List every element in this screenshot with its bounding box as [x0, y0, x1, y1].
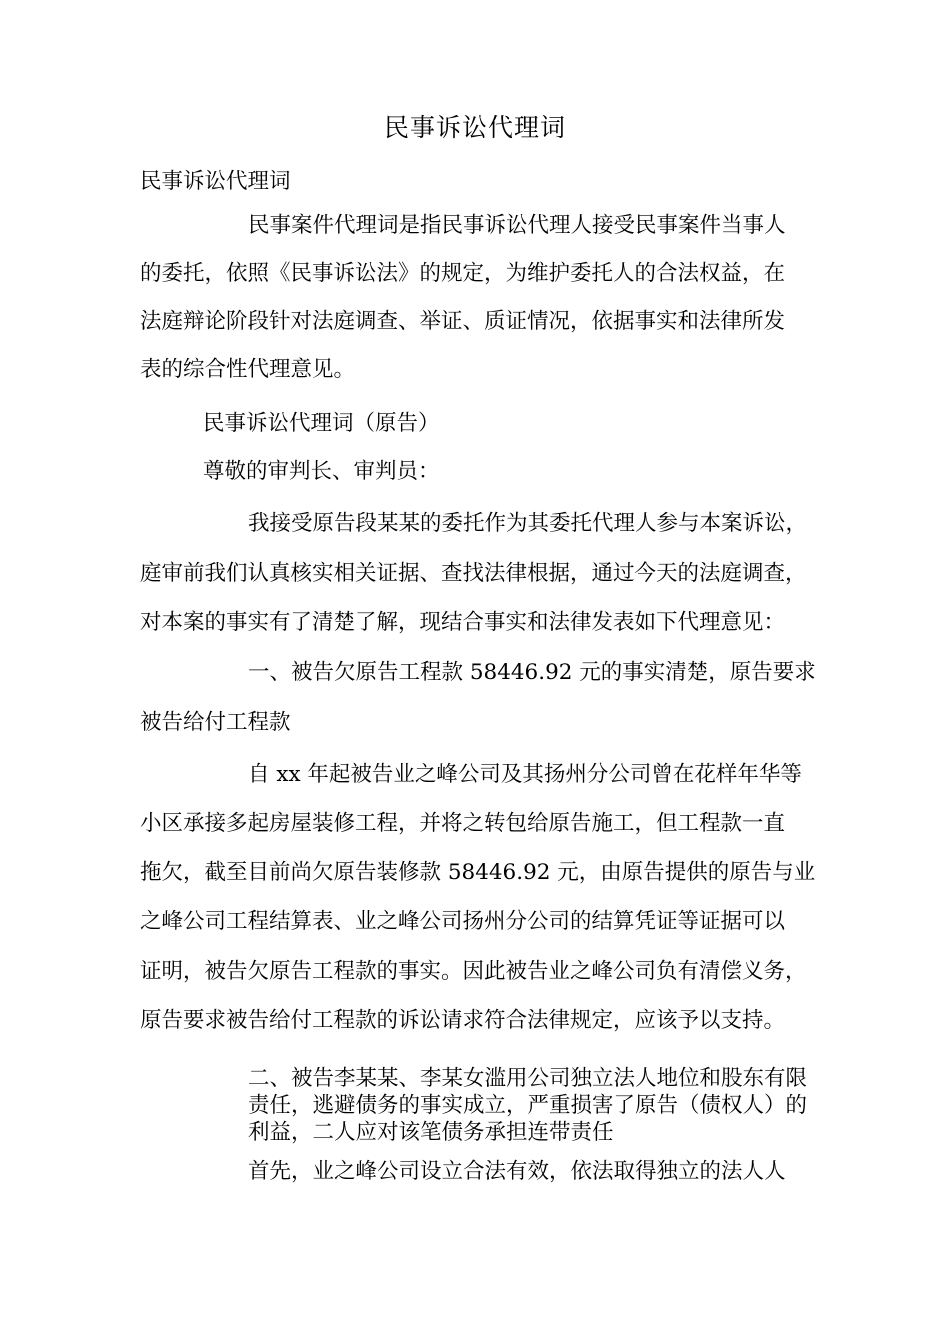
paragraph-line: 自 xx 年起被告业之峰公司及其扬州分公司曾在花样年华等 — [248, 762, 802, 787]
point-heading-line: 被告给付工程款 — [140, 710, 291, 735]
point-two-heading: 二、被告李某某、李某女滥用公司独立法人地位和股东有限责任，逃避债务的事实成立，严重损害了原告（债权人）的利益，二人应对该笔债务承担连带责任 — [248, 1066, 808, 1145]
paragraph-line: 原告要求被告给付工程款的诉讼请求符合法律规定，应该予以支持。 — [140, 1008, 786, 1033]
intro-line: 法庭辩论阶段针对法庭调查、举证、质证情况，依据事实和法律所发 — [140, 309, 786, 334]
point-heading-line: 一、被告欠原告工程款 58446.92 元的事实清楚，原告要求 — [248, 660, 816, 685]
intro-line: 民事案件代理词是指民事诉讼代理人接受民事案件当事人 — [248, 213, 786, 238]
paragraph-line: 庭审前我们认真核实相关证据、查找法律根据，通过今天的法庭调查， — [140, 561, 807, 586]
paragraph-line: 首先，业之峰公司设立合法有效，依法取得独立的法人人 — [248, 1159, 786, 1184]
document-title: 民事诉讼代理词 — [383, 113, 566, 142]
paragraph-line: 证明，被告欠原告工程款的事实。因此被告业之峰公司负有清偿义务， — [140, 959, 807, 984]
intro-line: 的委托，依照《民事诉讼法》的规定，为维护委托人的合法权益，在 — [140, 261, 786, 286]
paragraph-line: 对本案的事实有了清楚了解，现结合事实和法律发表如下代理意见： — [140, 610, 786, 635]
intro-line: 表的综合性代理意见。 — [140, 357, 356, 382]
document-subtitle: 民事诉讼代理词 — [140, 169, 291, 194]
paragraph-line: 小区承接多起房屋装修工程，并将之转包给原告施工，但工程款一直 — [140, 811, 786, 836]
plaintiff-heading: 民事诉讼代理词（原告） — [203, 411, 440, 436]
paragraph-line: 之峰公司工程结算表、业之峰公司扬州分公司的结算凭证等证据可以 — [140, 909, 786, 934]
salutation: 尊敬的审判长、审判员： — [203, 459, 440, 484]
paragraph-line: 拖欠，截至目前尚欠原告装修款 58446.92 元，由原告提供的原告与业 — [140, 860, 816, 885]
paragraph-line: 我接受原告段某某的委托作为其委托代理人参与本案诉讼， — [248, 511, 808, 536]
